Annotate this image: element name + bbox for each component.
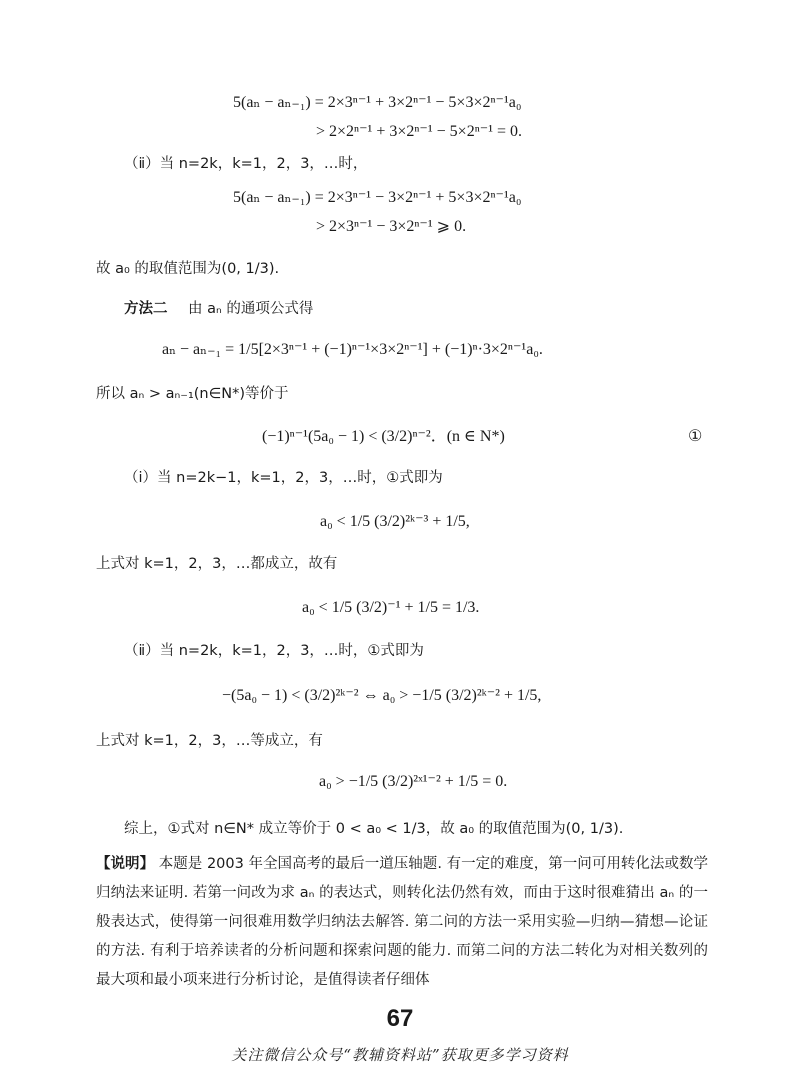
text-line: 所以 aₙ > aₙ₋₁(n∈N*)等价于: [96, 386, 289, 402]
text-line: （ⅰ）当 n=2k−1，k=1，2，3，…时，①式即为: [124, 470, 443, 486]
equation-line: aₙ − aₙ₋₁ = 1/5[2×3ⁿ⁻¹ + (−1)ⁿ⁻¹×3×2ⁿ⁻¹] + (−1)ⁿ·3×2ⁿ⁻¹a₀.: [162, 341, 543, 358]
method-label: 方法二: [124, 301, 168, 317]
page-number: 67: [386, 1005, 414, 1032]
text-line: 上式对 k=1，2，3，…都成立，故有: [96, 556, 338, 572]
note-paragraph: [96, 850, 708, 995]
equation-line: a₀ < 1/5 (3/2)⁻¹ + 1/5 = 1/3.: [302, 599, 480, 616]
equation-line: > 2×3ⁿ⁻¹ − 3×2ⁿ⁻¹ ⩾ 0.: [316, 218, 467, 235]
text-line: 故 a₀ 的取值范围为(0, 1/3).: [96, 261, 280, 277]
equation-line: > 2×2ⁿ⁻¹ + 3×2ⁿ⁻¹ − 5×2ⁿ⁻¹ = 0.: [316, 123, 523, 140]
text-line: 由 aₙ 的通项公式得: [188, 301, 314, 317]
equation-line: 5(aₙ − aₙ₋₁) = 2×3ⁿ⁻¹ + 3×2ⁿ⁻¹ − 5×3×2ⁿ⁻¹a₀: [233, 94, 522, 111]
equation-line: a₀ > −1/5 (3/2)²ˣ¹⁻² + 1/5 = 0.: [319, 773, 508, 790]
note-text: 本题是 2003 年全国高考的最后一道压轴题. 有一定的难度，第一问可用转化法或数学归纳法来证明. 若第一问改为求 aₙ 的表达式，则转化法仍然有效，而由于这时很难猜出 aₙ 的一般表达式，使得第一问很难用数学归纳法去解答. 第二问的方法一采用实验—归纳—猜想—论证的方法. 有利于培养读者的分析问题和探索问题的能力. 而第二问的方法二转化为对相关数列的最大项和最小项来进行分析讨论，是值得读者仔细体: [96, 856, 709, 988]
equation-line: 5(aₙ − aₙ₋₁) = 2×3ⁿ⁻¹ − 3×2ⁿ⁻¹ + 5×3×2ⁿ⁻¹a₀: [233, 189, 522, 206]
note-label: 【说明】: [96, 856, 155, 872]
equation-line: a₀ < 1/5 (3/2)²ᵏ⁻³ + 1/5,: [320, 513, 470, 530]
equation-line: (−1)ⁿ⁻¹(5a₀ − 1) < (3/2)ⁿ⁻²．(n ∈ N*): [262, 428, 505, 445]
text-line: 综上，①式对 n∈N* 成立等价于 0 < a₀ < 1/3，故 a₀ 的取值范围为(0, 1/3).: [124, 821, 624, 837]
text-line: （ⅱ）当 n=2k，k=1，2，3，…时，: [124, 156, 368, 172]
equation-line: −(5a₀ − 1) < (3/2)²ᵏ⁻² ⇔ a₀ > −1/5 (3/2)²ᵏ⁻² + 1/5,: [222, 687, 542, 704]
text-line: （ⅱ）当 n=2k，k=1，2，3，…时，①式即为: [124, 643, 424, 659]
text-line: 上式对 k=1，2，3，…等成立，有: [96, 733, 323, 749]
footer-promo: 关注微信公众号“教辅资料站”获取更多学习资料: [231, 1046, 569, 1064]
equation-number: ①: [688, 426, 703, 445]
